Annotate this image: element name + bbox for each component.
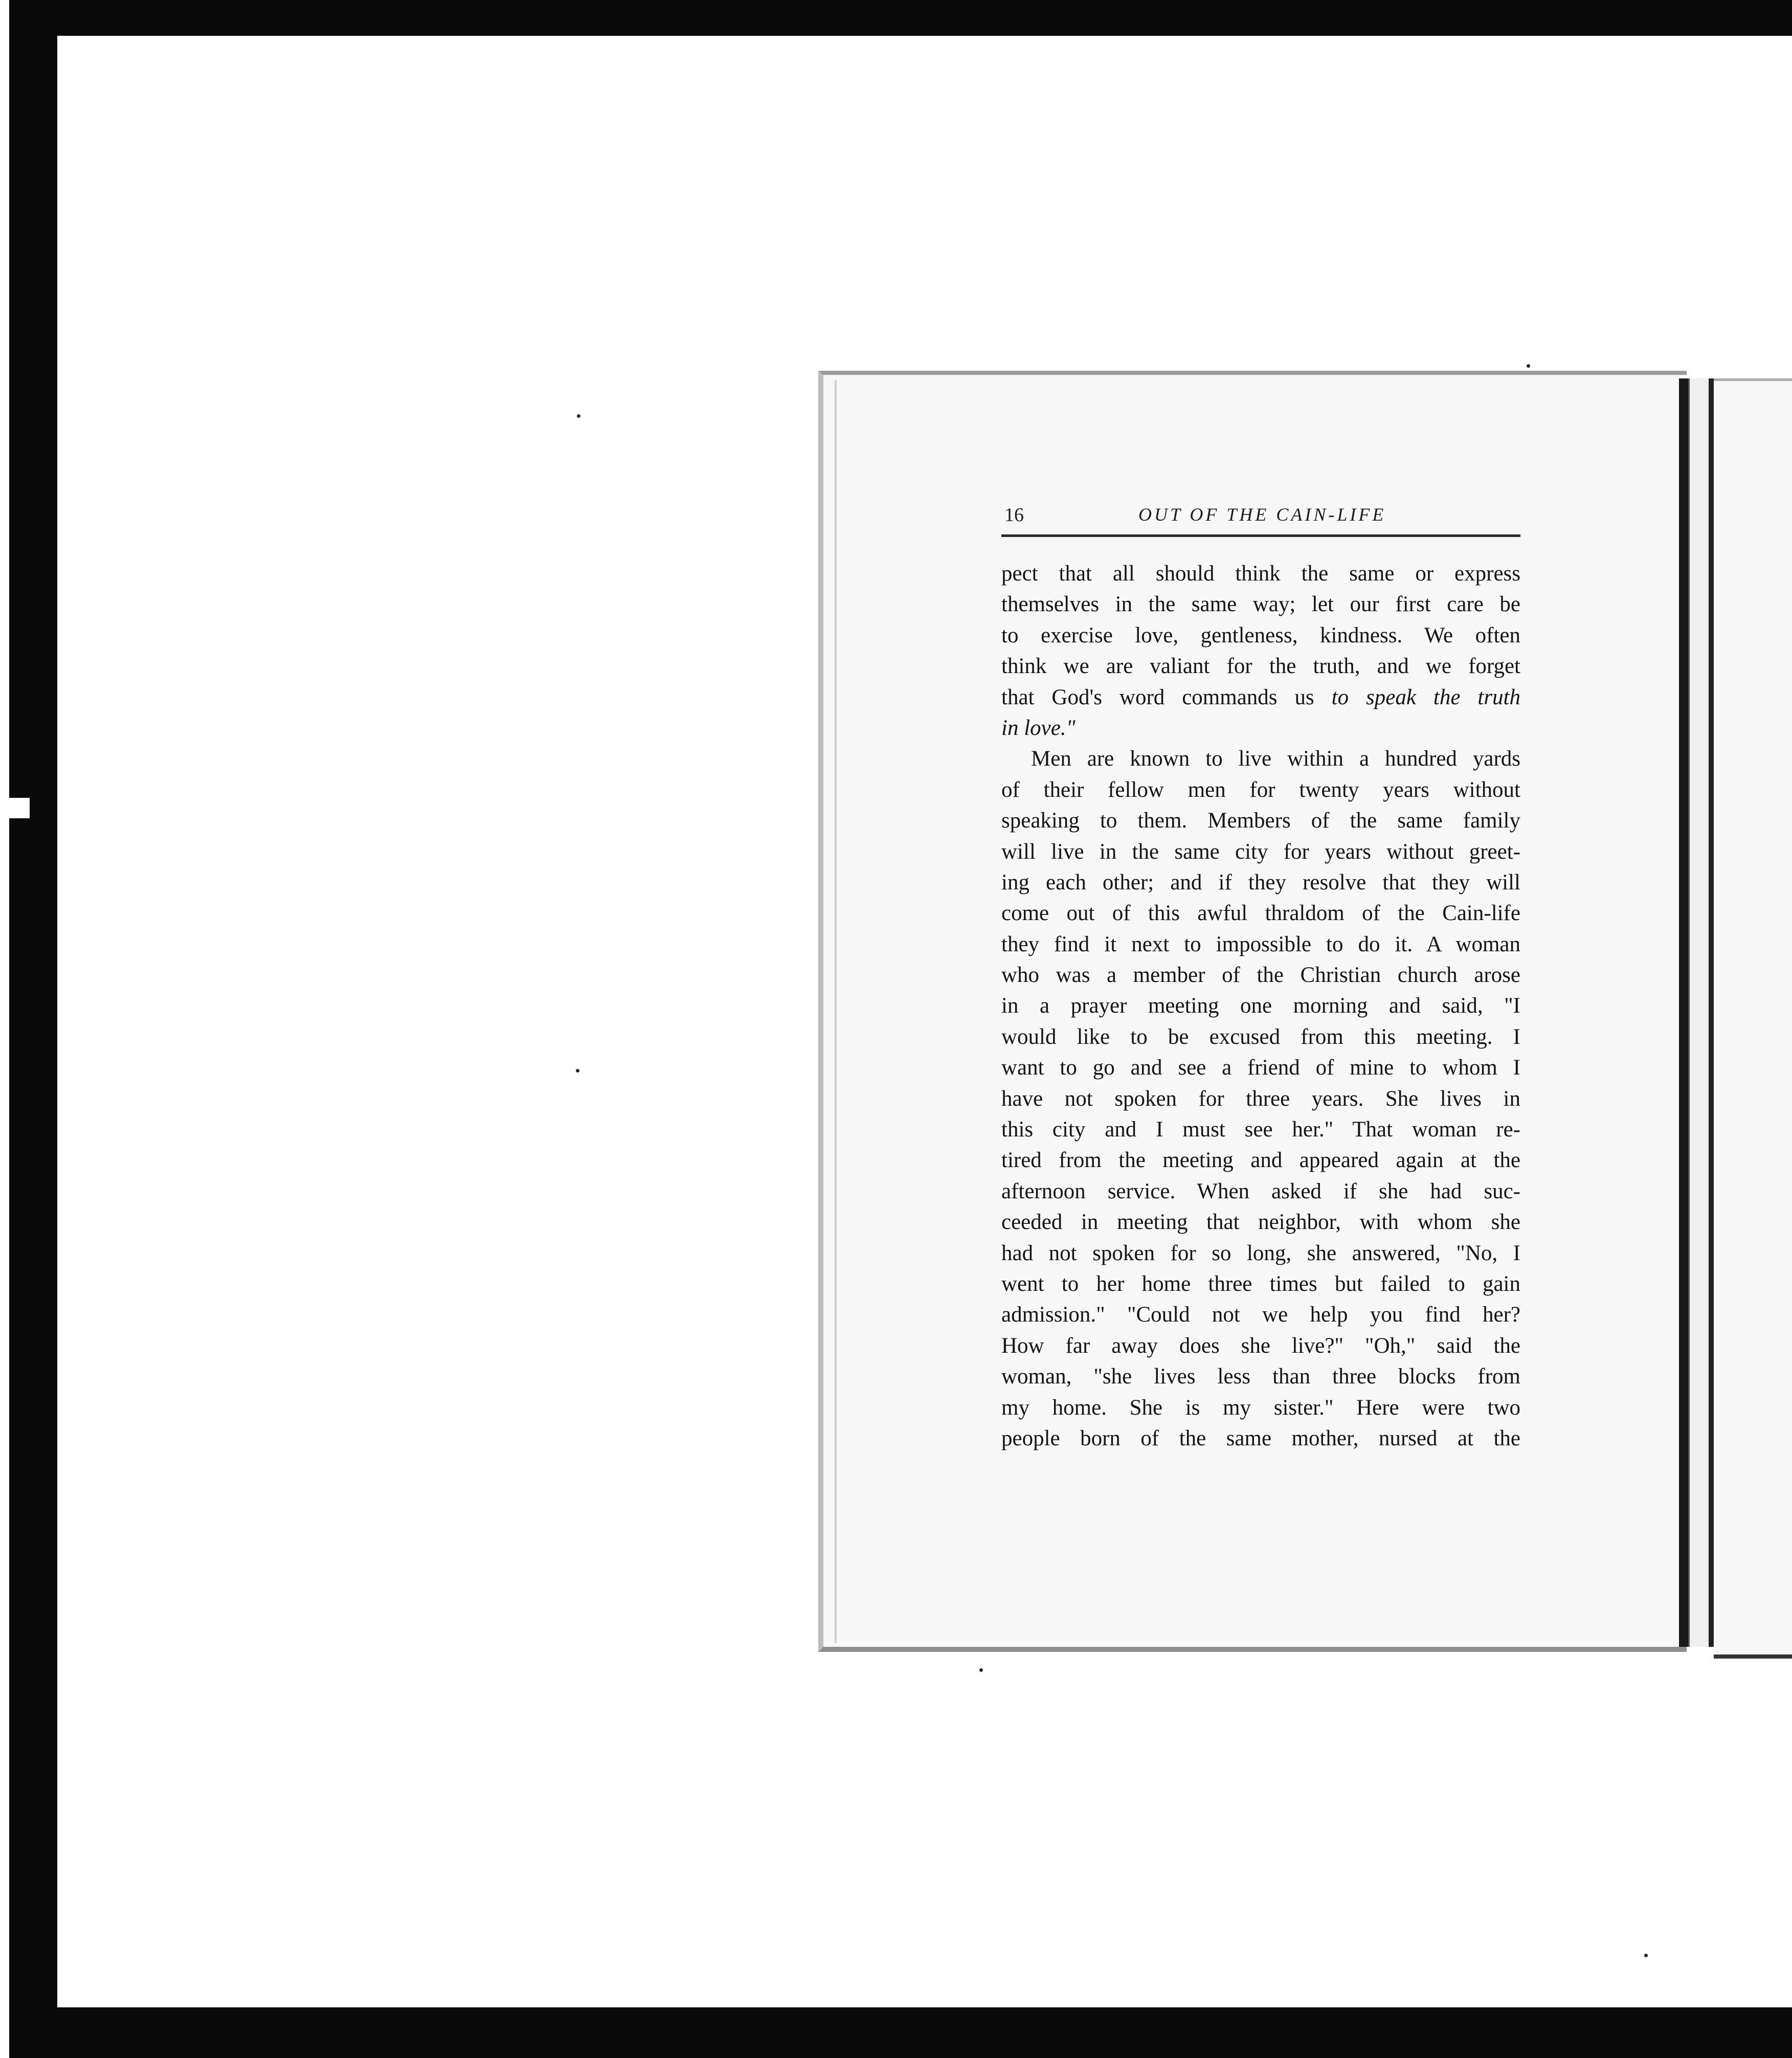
text-line: had not spoken for so long, she answered, "No, I — [1001, 1241, 1520, 1265]
running-head — [1001, 504, 1520, 537]
dust-speck — [979, 1668, 983, 1672]
page-fold-line — [835, 380, 837, 1643]
running-title: OUT OF THE CAIN-LIFE — [1138, 504, 1386, 525]
text-line: will live in the same city for years without greet- — [1001, 839, 1520, 864]
text-line: tired from the meeting and appeared again at the — [1001, 1148, 1520, 1173]
text-line — [1001, 682, 1520, 713]
text-line: who was a member of the Christian church arose — [1001, 963, 1520, 988]
text-line: come out of this awful thraldom of the Cain-life — [1001, 901, 1520, 926]
text-line: in love." — [1001, 715, 1076, 740]
text-line: themselves in the same way; let our first care be — [1001, 592, 1520, 617]
text-line: afternoon service. When asked if she had suc- — [1001, 1179, 1520, 1203]
text-line: people born of the same mother, nursed at the — [1001, 1426, 1520, 1450]
text-line: this city and I must see her." That woman re- — [1001, 1117, 1520, 1142]
text-line: in a prayer meeting one morning and said, "I — [1001, 994, 1520, 1018]
film-edge-left — [0, 0, 9, 2058]
book-gutter — [1679, 378, 1688, 1647]
dust-speck — [1644, 1954, 1648, 1957]
text-line: of their fellow men for twenty years without — [1001, 777, 1520, 802]
text-line: ceeded in meeting that neighbor, with whom she — [1001, 1210, 1520, 1235]
text-line: they find it next to impossible to do it. A woman — [1001, 932, 1520, 956]
text-line: speaking to them. Members of the same family — [1001, 809, 1520, 833]
text-line: woman, "she lives less than three blocks from — [1001, 1364, 1520, 1389]
film-border-top — [0, 0, 1792, 36]
text-line: want to go and see a friend of mine to whom I — [1001, 1056, 1520, 1080]
page-number: 16 — [1004, 504, 1024, 526]
text-line: to exercise love, gentleness, kindness. We often — [1001, 623, 1520, 647]
dust-speck — [1527, 364, 1530, 368]
text-run: that God's word commands us — [1001, 685, 1314, 709]
film-edge-nick — [9, 798, 30, 818]
dust-speck — [576, 1069, 579, 1072]
text-line: How far away does she live?" "Oh," said the — [1001, 1333, 1520, 1358]
italic-text: to speak the truth — [1331, 685, 1521, 709]
facing-page — [1714, 378, 1792, 1659]
facing-page-edge — [1688, 378, 1710, 1647]
text-line: think we are valiant for the truth, and we forget — [1001, 654, 1520, 679]
film-border-bottom — [0, 2007, 1792, 2058]
text-line: admission." "Could not we help you find her? — [1001, 1303, 1520, 1327]
text-line: ing each other; and if they resolve that they will — [1001, 870, 1520, 894]
facing-page-shadow — [1709, 378, 1714, 1647]
paragraph-start: Men are known to live within a hundred yards — [1031, 747, 1520, 771]
text-line: went to her home three times but failed to gain — [1001, 1271, 1520, 1296]
body-text — [1001, 558, 1520, 1454]
text-line: pect that all should think the same or express — [1001, 562, 1520, 586]
text-line: have not spoken for three years. She lives in — [1001, 1086, 1520, 1111]
text-line: would like to be excused from this meeting. I — [1001, 1024, 1520, 1049]
text-line: my home. She is my sister." Here were two — [1001, 1395, 1520, 1420]
dust-speck — [577, 414, 580, 418]
